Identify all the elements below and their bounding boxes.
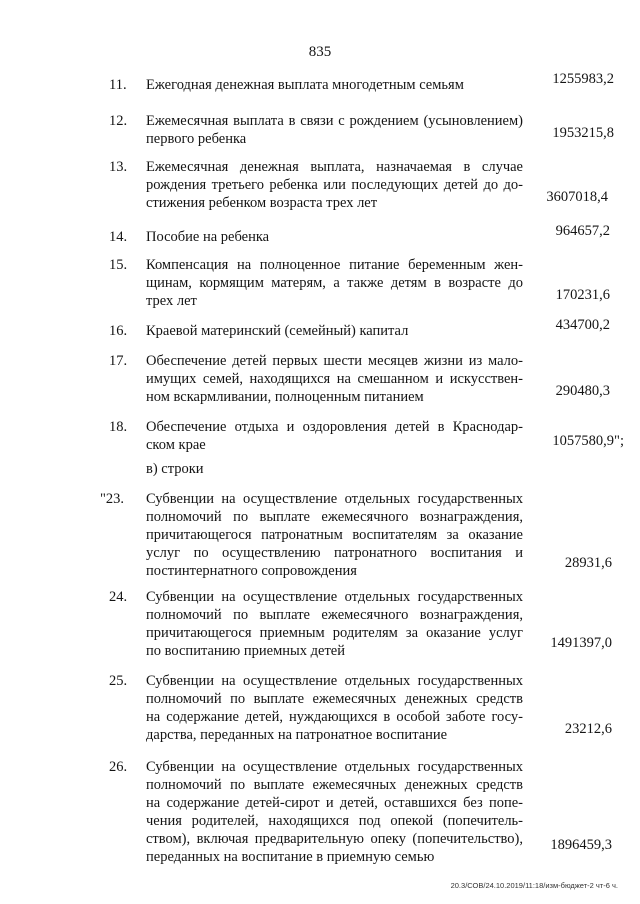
item-number: 25.	[109, 673, 128, 689]
footer-stamp: 20.3/СОВ/24.10.2019/11:18/изм-бюджет-2 чт-6 ч.	[450, 881, 618, 890]
item-amount: 170231,6	[555, 287, 610, 303]
item-number: 18.	[109, 419, 128, 435]
item-number: 11.	[109, 77, 127, 93]
item-description	[146, 672, 523, 744]
description-line: трех лет	[146, 293, 197, 309]
item-description	[146, 490, 523, 580]
item-amount: 1953215,8	[552, 125, 614, 141]
description-line: Краевой материнский (семейный) капитал	[146, 323, 409, 339]
description-line: Обеспечение детей первых шести месяцев жизни из мало-	[146, 353, 523, 369]
item-description	[146, 352, 523, 406]
subheading: в) строки	[146, 461, 204, 477]
description-line: услуг по осуществлению патронатного воспитания и	[146, 545, 523, 561]
description-line: полномочий по выплате ежемесячного вознаграждения,	[146, 607, 523, 623]
item-number: 15.	[109, 257, 128, 273]
item-number: 16.	[109, 323, 128, 339]
description-line: переданных на воспитание в приемную семью	[146, 849, 435, 865]
item-description	[146, 418, 523, 454]
description-line: дарства, переданных на патронатное воспитание	[146, 727, 448, 743]
item-number: 17.	[109, 353, 128, 369]
item-number: "23.	[100, 491, 125, 507]
description-line: Субвенции на осуществление отдельных государственных	[146, 491, 523, 507]
description-line: чения родителей, находящихся под опекой (попечитель-	[146, 813, 523, 829]
description-line: ном вскармливании, полноценным питанием	[146, 389, 424, 405]
item-amount: 1057580,9";	[552, 433, 624, 449]
description-line: полномочий по выплате ежемесячных денежных средств	[146, 691, 523, 707]
item-description	[146, 112, 523, 148]
description-line: Ежегодная денежная выплата многодетным семьям	[146, 77, 464, 93]
description-line: на содержание детей, нуждающихся в особой заботе госу-	[146, 709, 523, 725]
item-amount: 3607018,4	[546, 189, 608, 205]
item-amount: 1491397,0	[550, 635, 612, 651]
item-amount: 964657,2	[555, 223, 610, 239]
item-description	[146, 76, 523, 94]
description-line: причитающегося приемным родителям за оказание услуг	[146, 625, 523, 641]
item-amount: 28931,6	[564, 555, 612, 571]
item-number: 12.	[109, 113, 128, 129]
description-line: по воспитанию приемных детей	[146, 643, 345, 659]
item-amount: 23212,6	[564, 721, 612, 737]
item-amount: 434700,2	[555, 317, 610, 333]
description-line: имущих семей, находящихся на смешанном и искусствен-	[146, 371, 523, 387]
description-line: причитающегося патронатным воспитателям за оказание	[146, 527, 523, 543]
item-description	[146, 758, 523, 866]
item-description	[146, 228, 523, 246]
description-line: ством), включая предварительную опеку (попечительство),	[146, 831, 523, 847]
description-line: Ежемесячная выплата в связи с рождением (усыновлением)	[146, 113, 523, 129]
item-amount: 1255983,2	[552, 71, 614, 87]
item-number: 26.	[109, 759, 128, 775]
description-line: полномочий по выплате ежемесячных денежных средств	[146, 777, 523, 793]
item-amount: 290480,3	[555, 383, 610, 399]
description-line: Компенсация на полноценное питание беременным жен-	[146, 257, 523, 273]
description-line: постинтернатного сопровождения	[146, 563, 357, 579]
item-description	[146, 256, 523, 310]
item-number: 14.	[109, 229, 128, 245]
description-line: рождения третьего ребенка или последующих детей до до-	[146, 177, 523, 193]
item-number: 13.	[109, 159, 128, 175]
description-line: Обеспечение отдыха и оздоровления детей в Краснодар-	[146, 419, 523, 435]
description-line: полномочий по выплате ежемесячного вознаграждения,	[146, 509, 523, 525]
description-line: стижения ребенком возраста трех лет	[146, 195, 378, 211]
item-amount: 1896459,3	[550, 837, 612, 853]
description-line: Субвенции на осуществление отдельных государственных	[146, 673, 523, 689]
description-line: ском крае	[146, 437, 206, 453]
page-number: 835	[308, 44, 332, 60]
item-description	[146, 322, 523, 340]
item-number: 24.	[109, 589, 128, 605]
description-line: Ежемесячная денежная выплата, назначаемая в случае	[146, 159, 523, 175]
description-line: первого ребенка	[146, 131, 247, 147]
item-description	[146, 588, 523, 660]
description-line: щинам, кормящим матерям, а также детям в возрасте до	[146, 275, 523, 291]
description-line: Пособие на ребенка	[146, 229, 270, 245]
description-line: Субвенции на осуществление отдельных государственных	[146, 759, 523, 775]
description-line: на содержание детей-сирот и детей, оставшихся без попе-	[146, 795, 523, 811]
item-description	[146, 158, 523, 212]
description-line: Субвенции на осуществление отдельных государственных	[146, 589, 523, 605]
